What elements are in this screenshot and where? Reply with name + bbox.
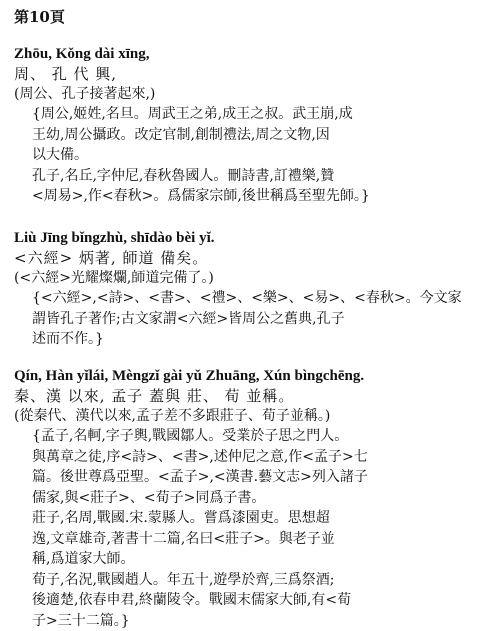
mandarin-translation: (從秦代、漢代以來,孟子差不多跟莊子、荀子並稱。) <box>14 406 490 426</box>
chinese-line: <六經> 炳著, 師道 備矣。 <box>14 248 490 268</box>
note-line: 稱,爲道家大師。 <box>32 549 490 570</box>
chinese-line: 秦、漢 以來, 孟子 蓋與 莊、 荀 並稱。 <box>14 386 490 406</box>
page-number: 第10頁 <box>14 6 65 27</box>
annotation-note <box>32 426 490 631</box>
note-line: 篇。後世尊爲亞聖。<孟子>,<漢書.藝文志>列入諸子 <box>32 467 490 488</box>
note-line: 王幼,周公攝政。改定官制,創制禮法,周之文物,因 <box>32 125 490 146</box>
verse-section-2 <box>14 228 490 350</box>
verse-section-1 <box>14 44 490 207</box>
note-line: 儒家,與<莊子>、<荀子>同爲子書。 <box>32 488 490 509</box>
note-line: 荀子,名況,戰國趙人。年五十,遊學於齊,三爲祭酒; <box>32 570 490 591</box>
note-line: 後適楚,依春申君,終蘭陵令。戰國末儒家大師,有<荀 <box>32 590 490 611</box>
note-line: 子>三十二篇。} <box>32 611 490 631</box>
pinyin-line: Zhōu, Kǒng dài xīng, <box>14 44 490 64</box>
note-line: 與萬章之徒,序<詩>、<書>,述仲尼之意,作<孟子>七 <box>32 447 490 468</box>
note-line: 述而不作。} <box>32 329 490 350</box>
pinyin-line: Qín, Hàn yǐlái, Mèngzǐ gài yǔ Zhuāng, Xún bìngchēng. <box>14 366 490 386</box>
note-line: 謂皆孔子著作;古文家謂<六經>皆周公之舊典,孔子 <box>32 309 490 330</box>
pinyin-line: Liù Jīng bǐngzhù, shīdào bèi yǐ. <box>14 228 490 248</box>
note-line: <周易>,作<春秋>。爲儒家宗師,後世稱爲至聖先師。} <box>32 186 490 207</box>
mandarin-translation: (周公、孔子接著起來,) <box>14 84 490 104</box>
note-line: {孟子,名軻,字子輿,戰國鄒人。受業於子思之門人。 <box>32 426 490 447</box>
note-line: 孔子,名丘,字仲尼,春秋魯國人。刪詩書,訂禮樂,贊 <box>32 166 490 187</box>
annotation-note <box>32 104 490 207</box>
note-line: {周公,姬姓,名旦。周武王之弟,成王之叔。武王崩,成 <box>32 104 490 125</box>
note-line: 莊子,名周,戰國.宋.蒙縣人。嘗爲漆園吏。思想超 <box>32 508 490 529</box>
note-line: 逸,文章雄奇,著書十二篇,名曰<莊子>。與老子並 <box>32 529 490 550</box>
mandarin-translation: (<六經>光耀燦爛,師道完備了。) <box>14 268 490 288</box>
chinese-line: 周、 孔 代 興, <box>14 64 490 84</box>
annotation-note <box>32 288 490 350</box>
note-line: 以大備。 <box>32 145 490 166</box>
verse-section-3 <box>14 366 490 631</box>
note-line: {<六經>,<詩>、<書>、<禮>、<樂>、<易>、<春秋>。今文家 <box>32 288 490 309</box>
